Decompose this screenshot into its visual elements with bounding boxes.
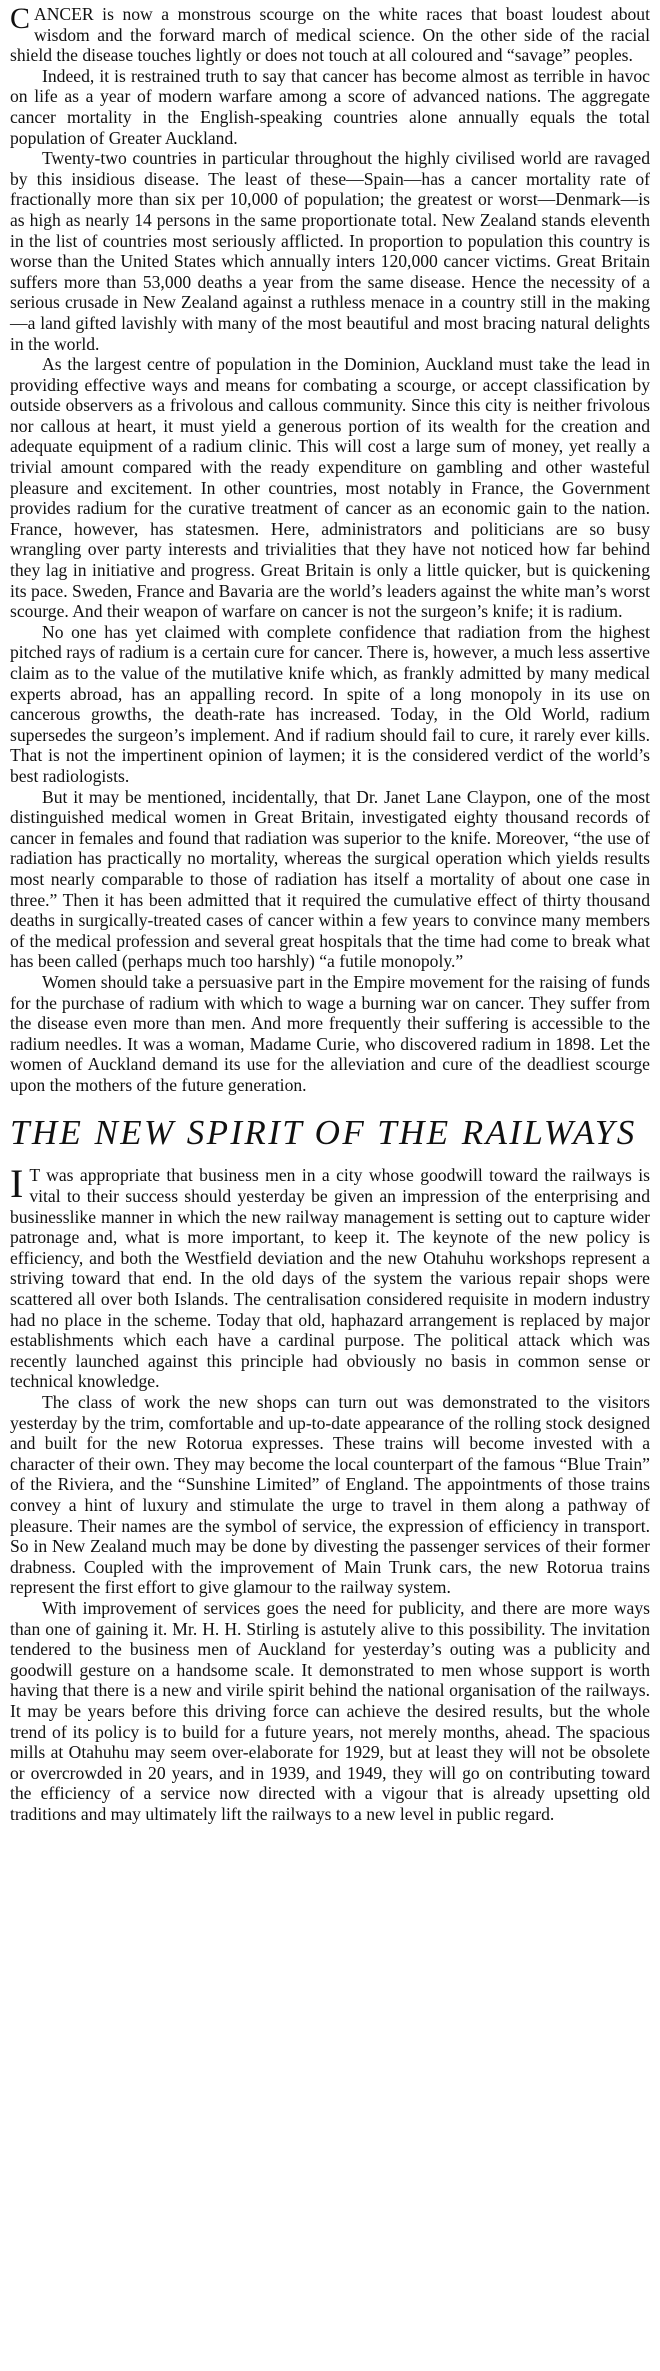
- article-paragraph: But it may be mentioned, incidentally, that Dr. Janet Lane Claypon, one of the most distinguished medical women in Great Britain, investigated eighty thousand records of cancer in females and found that radiation was superior to the knife. Moreover, “the use of radiation has practically no mortality, whereas the surgical operation which yields results most nearly comparable to those of radiation has itself a mortality of about one case in three.” Then it has been admitted that it required the cumulative effect of thirty thousand deaths in surgically-treated cases of cancer within a few years to convince many members of the medical profession and several great hospitals that the time had come to break what has been called (perhaps much too harshly) “a futile monopoly.”: [10, 786, 650, 972]
- article-paragraph: As the largest centre of population in the Dominion, Auckland must take the lead in providing effective ways and means for combating a scourge, or accept classification by outside observers as a frivolous and callous community. Since this city is neither frivolous nor callous at heart, it must yield a generous portion of its wealth for the creation and adequate equipment of a radium clinic. This will cost a large sum of money, yet really a trivial amount compared with the ready expenditure on gambling and other wasteful pleasure and excitement. In other countries, most notably in France, the Government provides radium for the curative treatment of cancer as an economic gain to the nation. France, however, has statesmen. Here, administrators and politicians are so busy wrangling over party interests and trivialities that they have not noticed how far behind they lag in initiative and progress. Great Britain is only a little quicker, but is quickening its pace. Sweden, France and Bavaria are the world’s leaders against the white man’s worst scourge. And their weapon of warfare on cancer is not the surgeon’s knife; it is radium.: [10, 354, 651, 622]
- article-paragraph: The class of work the new shops can turn out was demonstrated to the visitors yesterday by the trim, comfortable and up-to-date appearance of the rolling stock designed and built for the new Rotorua expresses. These trains will become invested with a character of their own. They may become the local counterpart of the famous “Blue Train” of the Riviera, and the “Sunshine Limited” of England. The appointments of those trains convey a hint of luxury and stimulate the urge to travel in them along a pathway of pleasure. Their names are the symbol of service, the expression of efficiency in transport. So in New Zealand much may be done by divesting the passenger services of their former drabness. Coupled with the improvement of Main Trunk cars, the new Rotorua trains represent the first effort to give glamour to the railway system.: [10, 1392, 650, 1598]
- article-paragraph: Women should take a persuasive part in the Empire movement for the raising of funds for the purchase of radium with which to wage a burning war on cancer. They suffer from the disease even more than men. And more frequently their suffering is accessible to the radium needles. It was a woman, Madame Curie, who discovered radium in 1898. Let the women of Auckland demand its use for the alleviation and cure of the deadliest scourge upon the mothers of the future generation.: [10, 971, 650, 1095]
- article-paragraph: No one has yet claimed with complete confidence that radiation from the highest pitched rays of radium is a certain cure for cancer. There is, however, a much less assertive claim as to the value of the mutilative knife which, as frankly admitted by many medical experts abroad, has an appalling record. In spite of a long monopoly in its use on cancerous growths, the death-rate has increased. Today, in the Old World, radium supersedes the surgeon’s implement. And if radium should fail to cure, it rarely ever kills. That is not the impertinent opinion of laymen; it is the considered verdict of the world’s best radiologists.: [10, 621, 650, 786]
- railways-headline: THE NEW SPIRIT OF THE RAILWAYS: [10, 1113, 637, 1153]
- article-paragraph: CANCER is now a monstrous scourge on the white races that boast loudest about wisdom and the forward march of medical science. On the other side of the racial shield the disease touches lightly or does not touch at all coloured and “savage” peoples.: [10, 2, 650, 66]
- cancer-editorial: [10, 4, 650, 1095]
- article-paragraph: Indeed, it is restrained truth to say that cancer has become almost as terrible in havoc on life as a year of modern warfare among a score of advanced nations. The aggregate cancer mortality in the English-speaking countries alone annually equals the total population of Greater Auckland.: [10, 65, 650, 148]
- article-paragraph: Twenty-two countries in particular throughout the highly civilised world are ravaged by this insidious disease. The least of these—Spain—has a cancer mortality rate of fractionally more than six per 10,000 of population; the greatest or worst—Denmark—is as high as nearly 14 persons in the same proportionate total. New Zealand stands eleventh in the list of countries most seriously afflicted. In proportion to population this country is worse than the United States which annually inters 120,000 cancer victims. Great Britain suffers more than 53,000 deaths a year from the same disease. Hence the necessity of a serious crusade in New Zealand against a ruthless menace in a country still in the making—a land gifted lavishly with many of the most beautiful and most bracing natural delights in the world.: [10, 148, 650, 354]
- railways-editorial: [10, 1161, 650, 1824]
- article-paragraph: With improvement of services goes the need for publicity, and there are more ways than one of gaining it. Mr. H. H. Stirling is astutely alive to this possibility. The invitation tendered to the business men of Auckland for yesterday’s outing was a publicity and goodwill gesture on a handsome scale. It demonstrated to men whose support is worth having that there is a new and virile spirit behind the national organisation of the railways. It may be years before this driving force can achieve the desired results, but the whole trend of its policy is to build for a future years, not merely months, ahead. The spacious mills at Otahuhu may seem over-elaborate for 1929, but at least they will not be obsolete or overcrowded in 20 years, and in 1939, and 1949, they will go on contributing toward the efficiency of a service now directed with a vigour that is already upsetting old traditions and may ultimately lift the railways to a new level in public regard.: [10, 1597, 650, 1824]
- article-paragraph: IT was appropriate that business men in a city whose goodwill toward the railways is vital to their success should yesterday be given an impression of the enterprising and businesslike manner in which the new railway management is setting out to capture wider patronage and, what is more important, to keep it. The keynote of the new policy is efficiency, and both the Westfield deviation and the new Otahuhu workshops represent a striving toward that end. In the old days of the system the various repair shops were scattered all over both Islands. The centralisation considered requisite in modern industry had no place in the scheme. Today that old, haphazard arrangement is replaced by major establishments which each have a cardinal purpose. The political attack which was recently launched against this principle had obviously no basis in common sense or technical knowledge.: [10, 1161, 650, 1392]
